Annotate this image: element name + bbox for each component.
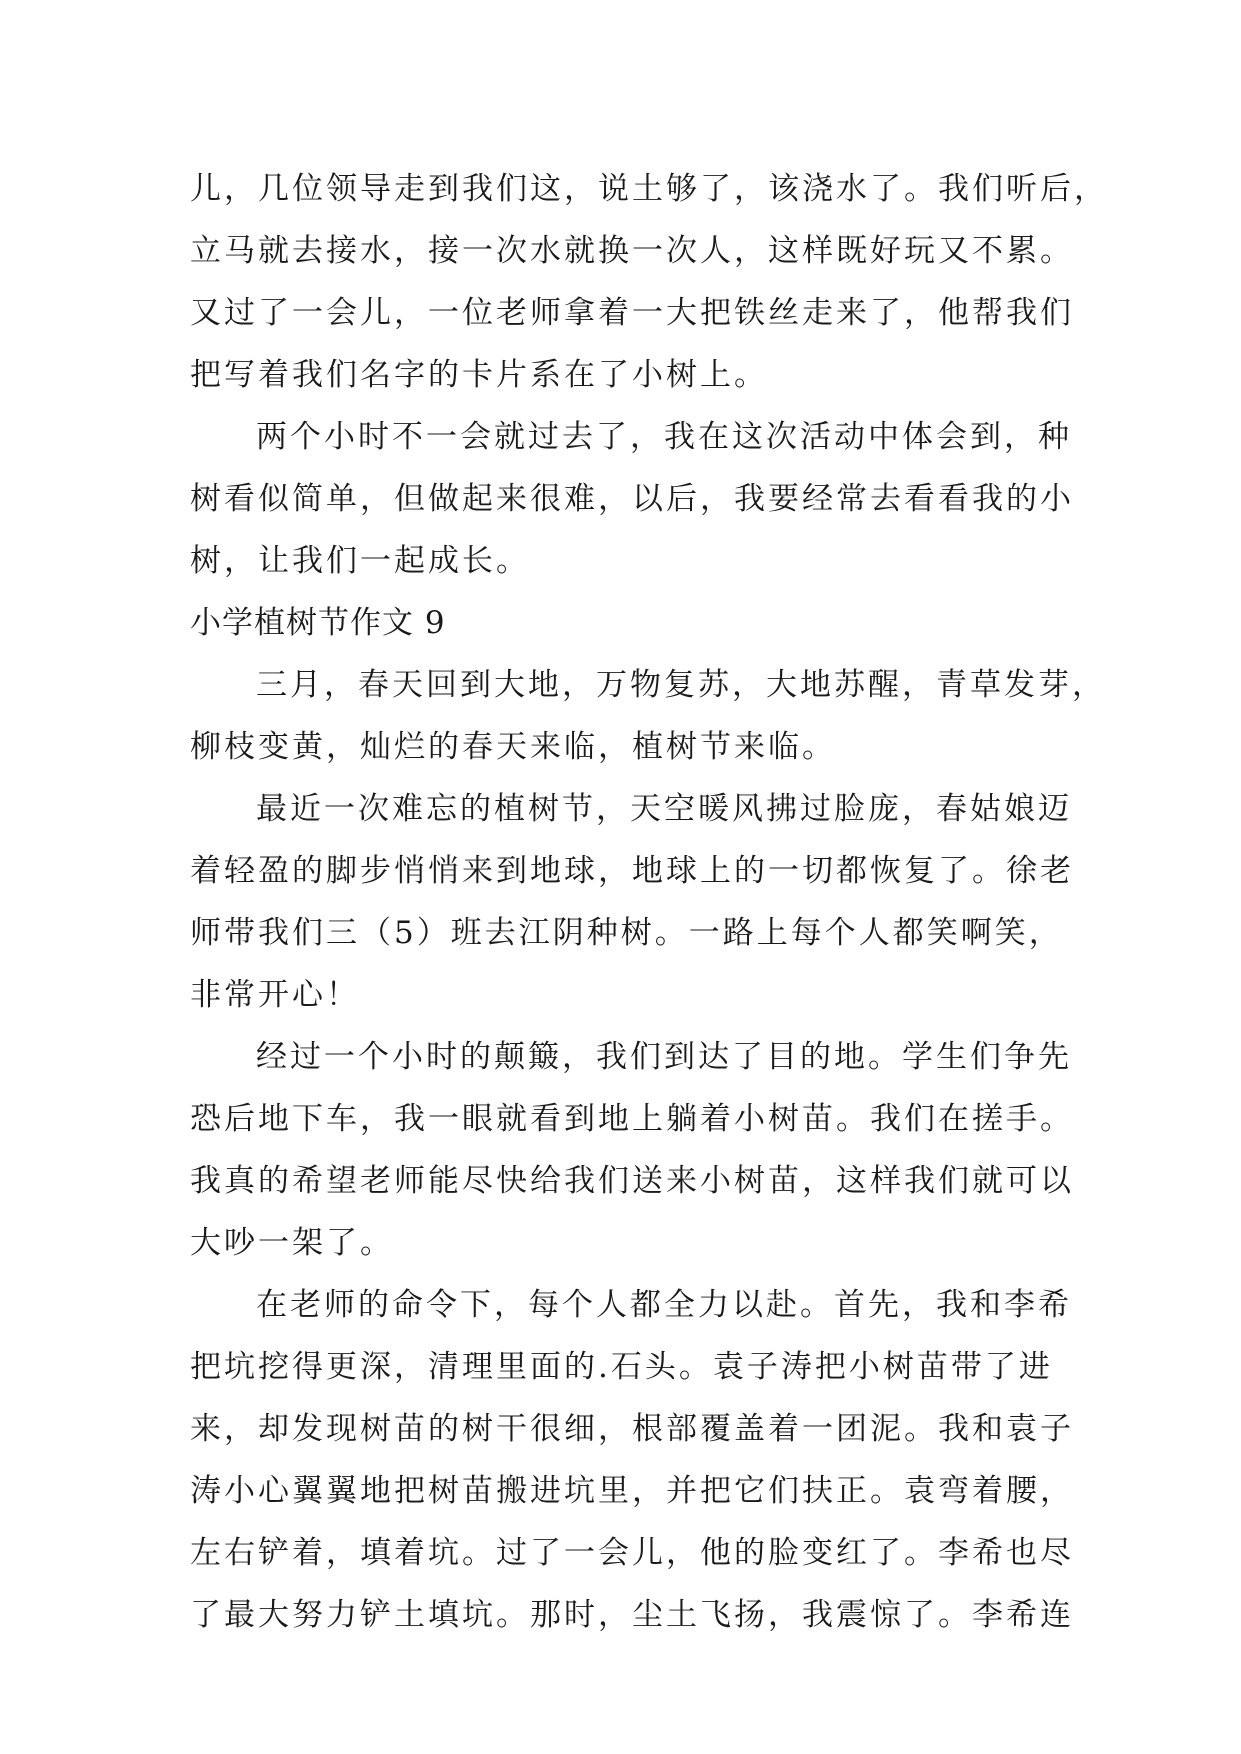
text-line: 非常开心！: [190, 977, 360, 1013]
text-line: 在老师的命令下，每个人都全力以赴。首先，我和李希: [256, 1287, 1072, 1323]
text-line: 树，让我们一起成长。: [190, 543, 530, 579]
text-line: 师带我们三（5）班去江阴种树。一路上每个人都笑啊笑，: [190, 915, 1063, 951]
text-line: 把写着我们名字的卡片系在了小树上。: [190, 357, 768, 393]
text-line: 儿，几位领导走到我们这，说土够了，该浇水了。我们听后，: [190, 171, 1108, 207]
text-line: 恐后地下车，我一眼就看到地上躺着小树苗。我们在搓手。: [190, 1101, 1074, 1137]
text-line: 来，却发现树苗的树干很细，根部覆盖着一团泥。我和袁子: [190, 1411, 1074, 1447]
text-line: 涛小心翼翼地把树苗搬进坑里，并把它们扶正。袁弯着腰，: [190, 1473, 1074, 1509]
text-line: 柳枝变黄，灿烂的春天来临，植树节来临。: [190, 729, 836, 765]
text-line: 最近一次难忘的植树节，天空暖风拂过脸庞，春姑娘迈: [256, 791, 1072, 827]
text-line: 左右铲着，填着坑。过了一会儿，他的脸变红了。李希也尽: [190, 1535, 1074, 1571]
text-line: 树看似简单，但做起来很难，以后，我要经常去看看我的小: [190, 481, 1074, 517]
text-line: 经过一个小时的颠簸，我们到达了目的地。学生们争先: [256, 1039, 1072, 1075]
document-body: [190, 158, 1108, 1646]
section-heading: 小学植树节作文 9: [190, 605, 446, 641]
text-line: 我真的希望老师能尽快给我们送来小树苗，这样我们就可以: [190, 1163, 1074, 1199]
text-line: 大吵一架了。: [190, 1225, 394, 1261]
text-line: 了最大努力铲土填坑。那时，尘土飞扬，我震惊了。李希连: [190, 1597, 1074, 1633]
text-line: 又过了一会儿，一位老师拿着一大把铁丝走来了，他帮我们: [190, 295, 1074, 331]
text-line: 立马就去接水，接一次水就换一次人，这样既好玩又不累。: [190, 233, 1074, 269]
text-line: 三月，春天回到大地，万物复苏，大地苏醒，青草发芽，: [256, 667, 1106, 703]
text-line: 把坑挖得更深，清理里面的.石头。袁子涛把小树苗带了进: [190, 1349, 1053, 1385]
text-line: 着轻盈的脚步悄悄来到地球，地球上的一切都恢复了。徐老: [190, 853, 1074, 889]
text-line: 两个小时不一会就过去了，我在这次活动中体会到，种: [256, 419, 1072, 455]
